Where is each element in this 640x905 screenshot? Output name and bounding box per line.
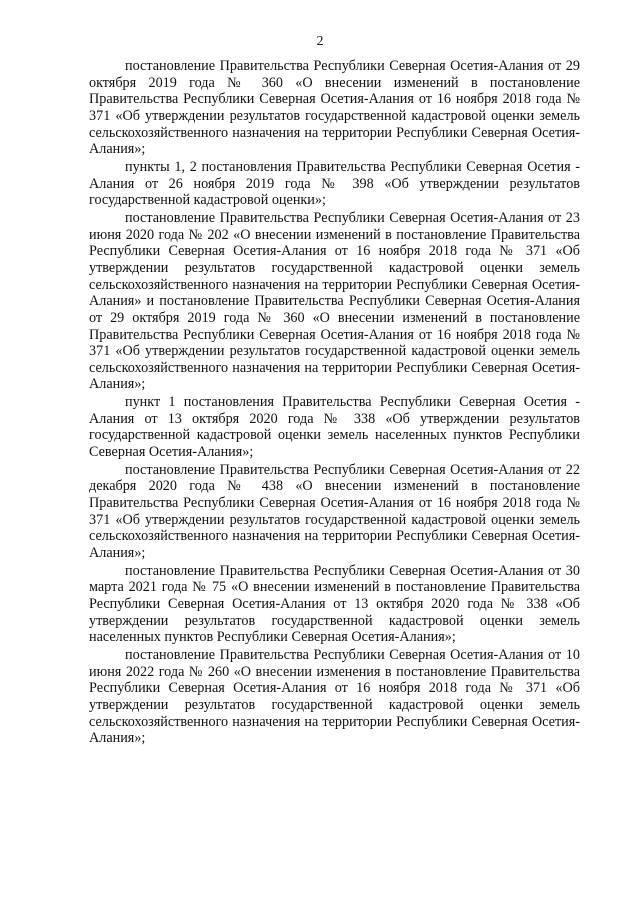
document-body [89, 58, 580, 747]
paragraph-3: постановление Правительства Республики Северная Осетия-Алания от 23 июня 2020 года № 202 «О внесении изменений в постановление Правительства Республики Северная Осетия-Алания от 16 ноября 2018 года № 371 «Об утверждении результатов государственной кадастровой оценки земель сельскохозяйственного назначения на территории Республики Северная Осетия-Алания» и постановление Правительства Республики Северная Осетия-Алания от 29 октября 2019 года № 360 «О внесении изменений в постановление Правительства Республики Северная Осетия-Алания от 16 ноября 2018 года № 371 «Об утверждении результатов государственной кадастровой оценки земель сельскохозяйственного назначения на территории Республики Северная Осетия-Алания»; [89, 209, 580, 393]
paragraph-6: постановление Правительства Республики Северная Осетия-Алания от 30 марта 2021 года № 75 «О внесении изменений в постановление Правительства Республики Северная Осетия-Алания от 13 октября 2020 года № 338 «Об утверждении результатов государственной кадастровой оценки земель населенных пунктов Республики Северная Осетия-Алания»; [89, 562, 580, 646]
paragraph-1: постановление Правительства Республики Северная Осетия-Алания от 29 октября 2019 года № 360 «О внесении изменений в постановление Правительства Республики Северная Осетия-Алания от 16 ноября 2018 года № 371 «Об утверждении результатов государственной кадастровой оценки земель сельскохозяйственного назначения на территории Республики Северная Осетия-Алания»; [89, 58, 580, 158]
page-number: 2 [316, 34, 324, 49]
paragraph-2: пункты 1, 2 постановления Правительства Республики Северная Осетия - Алания от 26 ноября 2019 года № 398 «Об утверждении результатов государственной кадастровой оценки»; [89, 158, 580, 209]
paragraph-4: пункт 1 постановления Правительства Республики Северная Осетия - Алания от 13 октября 2020 года № 338 «Об утверждении результатов государственной кадастровой оценки земель населенных пунктов Республики Северная Осетия-Алания»; [89, 394, 580, 461]
paragraph-7: постановление Правительства Республики Северная Осетия-Алания от 10 июня 2022 года № 260 «О внесении изменения в постановление Правительства Республики Северная Осетия-Алания от 16 ноября 2018 года № 371 «Об утверждении результатов государственной кадастровой оценки земель сельскохозяйственного назначения на территории Республики Северная Осетия-Алания»; [89, 646, 580, 747]
paragraph-5: постановление Правительства Республики Северная Осетия-Алания от 22 декабря 2020 года № 438 «О внесении изменений в постановление Правительства Республики Северная Осетия-Алания от 16 ноября 2018 года № 371 «Об утверждении результатов государственной кадастровой оценки земель сельскохозяйственного назначения на территории Республики Северная Осетия-Алания»; [89, 461, 580, 562]
